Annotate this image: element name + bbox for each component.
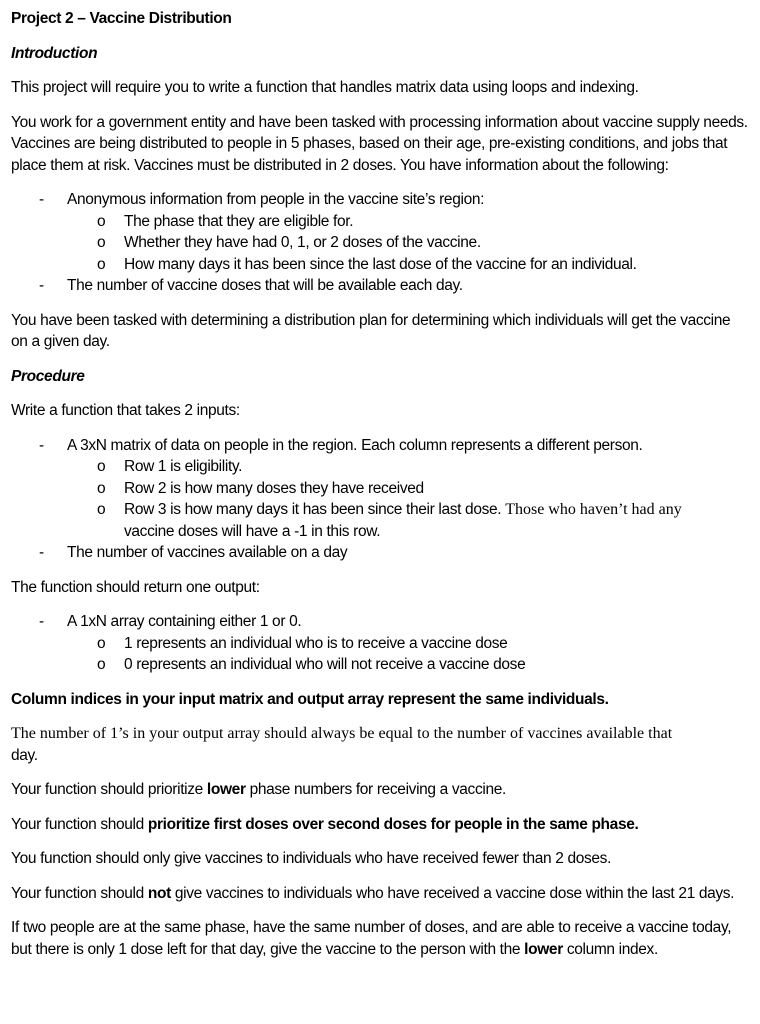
procedure-heading: Procedure (11, 367, 85, 385)
procedure-paragraph-2: The function should return one output: (11, 578, 260, 596)
document-title: Project 2 – Vaccine Distribution (11, 10, 232, 27)
rule-text: Your function should (11, 884, 148, 902)
row-3-continuation: vaccine doses will have a -1 in this row. (124, 522, 381, 540)
info-sub-item-text: The phase that they are eligible for. (124, 212, 354, 230)
intro-paragraph-3: You have been tasked with determining a distribution plan for determining which individuals will get the vaccine on a given day. (11, 311, 731, 350)
circle-marker: o (97, 458, 106, 475)
fewer-doses-rule: You function should only give vaccines to individuals who have received fewer than 2 doses. (11, 850, 612, 867)
intro-paragraph-2: You work for a government entity and have been tasked with processing information about vaccine supply needs. Vaccines are being distributed to people in 5 phases, based on their age, pre-existing conditions, and jobs that place them at risk. Vaccines must be distributed in 2 doses. You have information about the following: (11, 113, 748, 174)
dash-marker: - (39, 613, 44, 630)
rule-text: column index. (562, 940, 658, 958)
circle-marker: o (97, 501, 106, 518)
info-item-text: The number of vaccine doses that will be available each day. (67, 277, 463, 294)
matrix-row-item (67, 499, 748, 542)
introduction-heading: Introduction (11, 44, 98, 62)
intro-paragraph-1: This project will require you to write a function that handles matrix data using loops and indexing. (11, 79, 639, 96)
inputs-item-text: A 3xN matrix of data on people in the region. Each column represents a different person. (67, 436, 643, 454)
rule-text: Your function should (11, 815, 148, 833)
circle-marker: o (97, 634, 106, 652)
matrix-row-item (67, 478, 748, 500)
rule-text: give vaccines to individuals who have received a vaccine dose within the last 21 days. (170, 884, 735, 902)
circle-marker: o (97, 234, 106, 251)
circle-marker: o (97, 212, 106, 230)
rule-text: Your function should prioritize (11, 781, 207, 798)
info-sub-item-text: How many days it has been since the last dose of the vaccine for an individual. (124, 255, 637, 273)
twenty-one-days-rule (11, 883, 748, 905)
circle-marker: o (97, 255, 106, 273)
info-sub-item (67, 254, 748, 276)
row-3-serif-text: Those who haven’t had any (505, 501, 682, 518)
inputs-item-text: The number of vaccines available on a day (67, 544, 348, 561)
info-sub-item-text: Whether they have had 0, 1, or 2 doses of the vaccine. (124, 234, 481, 251)
row-1-text: Row 1 is eligibility. (124, 458, 243, 475)
info-item-text: Anonymous information from people in the vaccine site’s region: (67, 191, 485, 208)
circle-marker: o (97, 479, 106, 497)
dash-marker: - (39, 191, 44, 208)
row-3-text: Row 3 is how many days it has been since their last dose. (124, 501, 502, 518)
tie-break-rule (11, 917, 748, 960)
vaccine-count-rule-text: The number of 1’s in your output array should always be equal to the number of vaccines available that (11, 725, 673, 742)
rule-emphasis: lower (524, 940, 563, 958)
rule-emphasis: not (147, 884, 171, 902)
dash-marker: - (39, 277, 44, 294)
output-sub-item (67, 633, 748, 655)
vaccine-count-rule-end: day. (11, 746, 38, 764)
vaccine-count-rule (11, 723, 748, 766)
output-sub-item-text: 1 represents an individual who is to receive a vaccine dose (124, 634, 508, 652)
output-item-text: A 1xN array containing either 1 or 0. (67, 613, 302, 630)
row-2-text: Row 2 is how many doses they have received (124, 479, 424, 497)
output-sub-item-text: 0 represents an individual who will not receive a vaccine dose (124, 656, 526, 673)
circle-marker: o (97, 656, 106, 673)
dash-marker: - (39, 544, 44, 561)
matrix-row-item (67, 456, 748, 478)
info-sub-list (67, 211, 748, 276)
output-sub-item (67, 654, 748, 676)
info-sub-item (67, 232, 748, 254)
output-list-item (11, 611, 748, 676)
output-list (11, 611, 748, 676)
matrix-rows-list (67, 456, 748, 542)
inputs-list-item (11, 542, 748, 564)
info-list-item (11, 275, 748, 297)
rule-text: phase numbers for receiving a vaccine. (245, 781, 506, 798)
inputs-list-item (11, 435, 748, 543)
procedure-paragraph-1: Write a function that takes 2 inputs: (11, 402, 240, 419)
rule-text: If two people are at the same phase, have the same number of doses, and are able to receive a vaccine today, but there is only 1 dose left for that day, give the vaccine to the person with the (11, 919, 732, 958)
lower-phase-rule (11, 779, 748, 801)
info-sub-item (67, 211, 748, 233)
rule-emphasis: lower (206, 781, 246, 798)
rule-emphasis: prioritize first doses over second doses for people in the same phase. (147, 815, 639, 833)
info-list (11, 189, 748, 297)
inputs-list (11, 435, 748, 564)
column-indices-rule: Column indices in your input matrix and output array represent the same individuals. (11, 690, 609, 708)
dash-marker: - (39, 436, 44, 454)
info-list-item (11, 189, 748, 275)
first-dose-rule (11, 814, 748, 836)
output-sub-list (67, 633, 748, 676)
